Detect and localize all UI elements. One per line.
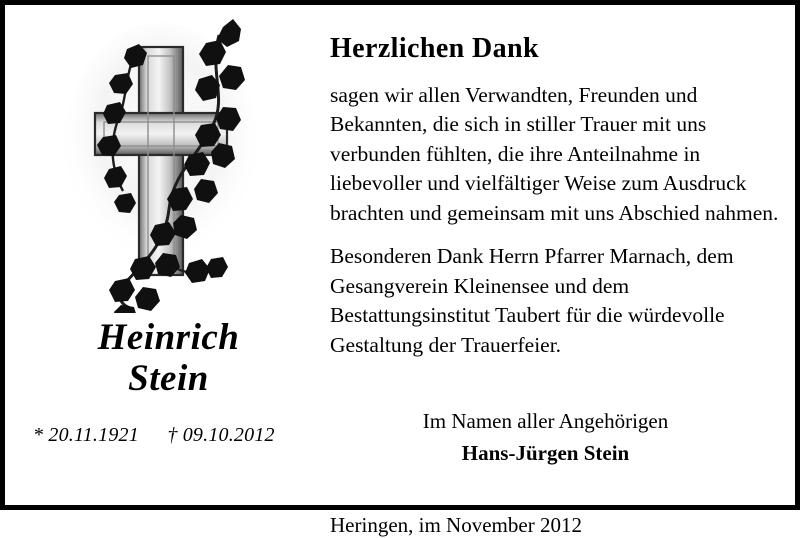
death-date: 09.10.2012 <box>182 423 275 446</box>
thanks-paragraph-2: Besonderen Dank Herrn Pfarrer Marnach, dem Gesangverein Kleinensee und dem Bestattungsinstitut Taubert für die würdevolle Gestaltung der Trauerfeier. <box>330 244 734 357</box>
place-and-date: Heringen, im November 2012 <box>330 513 582 538</box>
notice-inner <box>5 5 795 538</box>
life-dates <box>23 424 308 447</box>
cross-with-ivy-icon <box>23 13 308 313</box>
death-symbol: † <box>167 423 178 446</box>
deceased-name <box>23 317 308 400</box>
thanks-paragraph-1: sagen wir allen Verwandten, Freunden und Bekannten, die sich in stiller Trauer mit uns verbunden fühlten, die ihre Anteilnahme in liebevoller und vielfältiger Weise zum Ausdruck brachten und gemeinsam mit uns Abschied nahmen. <box>330 83 779 225</box>
page-title: Herzlichen Dank <box>330 33 539 64</box>
signer-name: Hans-Jürgen Stein <box>461 440 630 465</box>
birth-date: 20.11.1921 <box>48 423 139 446</box>
left-column <box>23 13 308 495</box>
on-behalf-of-text: Im Namen aller Angehörigen <box>422 409 669 434</box>
deceased-first-name: Heinrich <box>97 317 240 358</box>
birth-symbol: * <box>33 423 44 446</box>
signature-block <box>326 406 779 469</box>
right-column <box>308 13 779 538</box>
deceased-last-name: Stein <box>128 358 209 400</box>
